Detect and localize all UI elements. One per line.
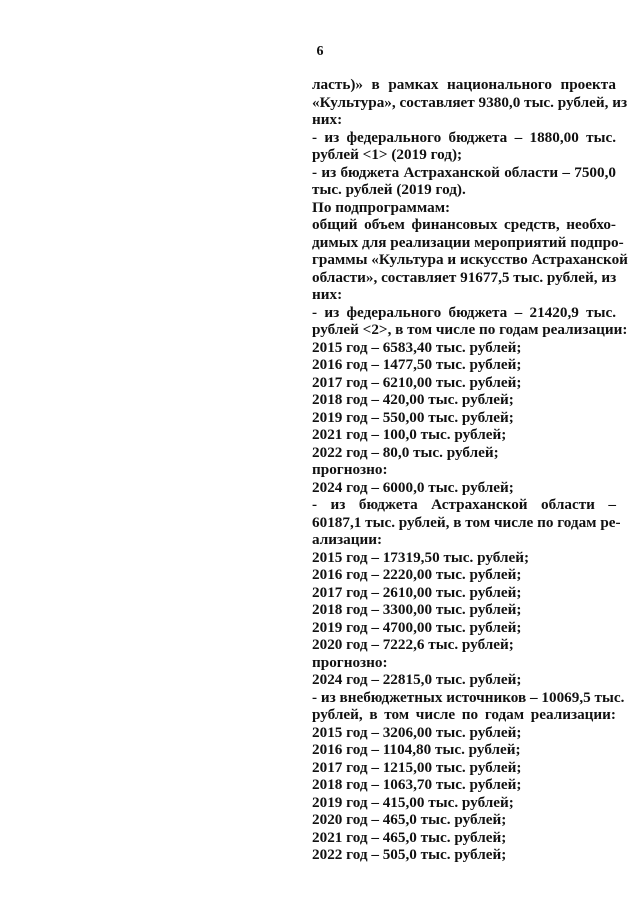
text-line: прогнозно:: [312, 653, 388, 671]
text-line: 2024 год – 22815,0 тыс. рублей;: [312, 671, 522, 688]
text-line: 2016 год – 1477,50 тыс. рублей;: [312, 356, 522, 373]
text-line: 2022 год – 505,0 тыс. рублей;: [312, 846, 507, 863]
text-line: 2021 год – 100,0 тыс. рублей;: [312, 426, 507, 443]
text-line: 2016 год – 1104,80 тыс. рублей;: [312, 741, 521, 758]
text-line: 2020 год – 7222,6 тыс. рублей;: [312, 636, 514, 653]
text-line: них:: [312, 111, 343, 128]
text-line: 2017 год – 1215,00 тыс. рублей;: [312, 758, 522, 776]
text-line: 2015 год – 6583,40 тыс. рублей;: [312, 338, 522, 356]
text-line: 2024 год – 6000,0 тыс. рублей;: [312, 478, 514, 496]
text-line: 2019 год – 415,00 тыс. рублей;: [312, 793, 514, 811]
text-line: 2016 год – 2220,00 тыс. рублей;: [312, 566, 522, 583]
text-line: - из федерального бюджета – 21420,9 тыс.: [312, 303, 616, 321]
text-line: 60187,1 тыс. рублей, в том числе по годам ре-: [312, 513, 621, 531]
text-line: 2018 год – 420,00 тыс. рублей;: [312, 391, 514, 408]
text-line: - из внебюджетных источников – 10069,5 тыс.: [312, 688, 625, 706]
text-line: 2018 год – 3300,00 тыс. рублей;: [312, 601, 522, 618]
text-line: 2019 год – 550,00 тыс. рублей;: [312, 408, 514, 426]
text-line: рублей <1> (2019 год);: [312, 146, 463, 163]
text-line: ализации:: [312, 531, 383, 548]
text-line: 2019 год – 4700,00 тыс. рублей;: [312, 618, 522, 636]
text-line: «Культура», составляет 9380,0 тыс. рублей, из: [312, 93, 628, 111]
text-line: области», составляет 91677,5 тыс. рублей, из: [312, 268, 617, 286]
text-line: тыс. рублей (2019 год).: [312, 181, 466, 198]
text-line: 2022 год – 80,0 тыс. рублей;: [312, 443, 499, 461]
text-line: них:: [312, 286, 343, 303]
text-line: димых для реализации мероприятий подпро-: [312, 233, 624, 251]
text-line: рублей <2>, в том числе по годам реализации:: [312, 321, 628, 338]
text-line: граммы «Культура и искусство Астраханской: [312, 251, 628, 268]
text-line: 2021 год – 465,0 тыс. рублей;: [312, 828, 507, 846]
text-line: ласть)» в рамках национального проекта: [312, 76, 616, 93]
text-line: рублей, в том числе по годам реализации:: [312, 706, 616, 723]
text-line: 2017 год – 6210,00 тыс. рублей;: [312, 373, 522, 391]
text-line: 2018 год – 1063,70 тыс. рублей;: [312, 776, 522, 793]
page-body-text: [312, 76, 628, 864]
text-line: - из федерального бюджета – 1880,00 тыс.: [312, 128, 616, 146]
text-line: 2020 год – 465,0 тыс. рублей;: [312, 811, 507, 828]
text-line: - из бюджета Астраханской области –: [312, 496, 616, 513]
text-line: По подпрограммам:: [312, 198, 451, 216]
text-line: прогнозно:: [312, 461, 388, 478]
text-line: - из бюджета Астраханской области – 7500,0: [312, 163, 616, 181]
text-line: 2015 год – 3206,00 тыс. рублей;: [312, 723, 522, 741]
page-number: 6: [316, 44, 324, 59]
text-line: 2017 год – 2610,00 тыс. рублей;: [312, 583, 522, 601]
text-line: 2015 год – 17319,50 тыс. рублей;: [312, 548, 530, 566]
text-line: общий объем финансовых средств, необхо-: [312, 216, 616, 233]
